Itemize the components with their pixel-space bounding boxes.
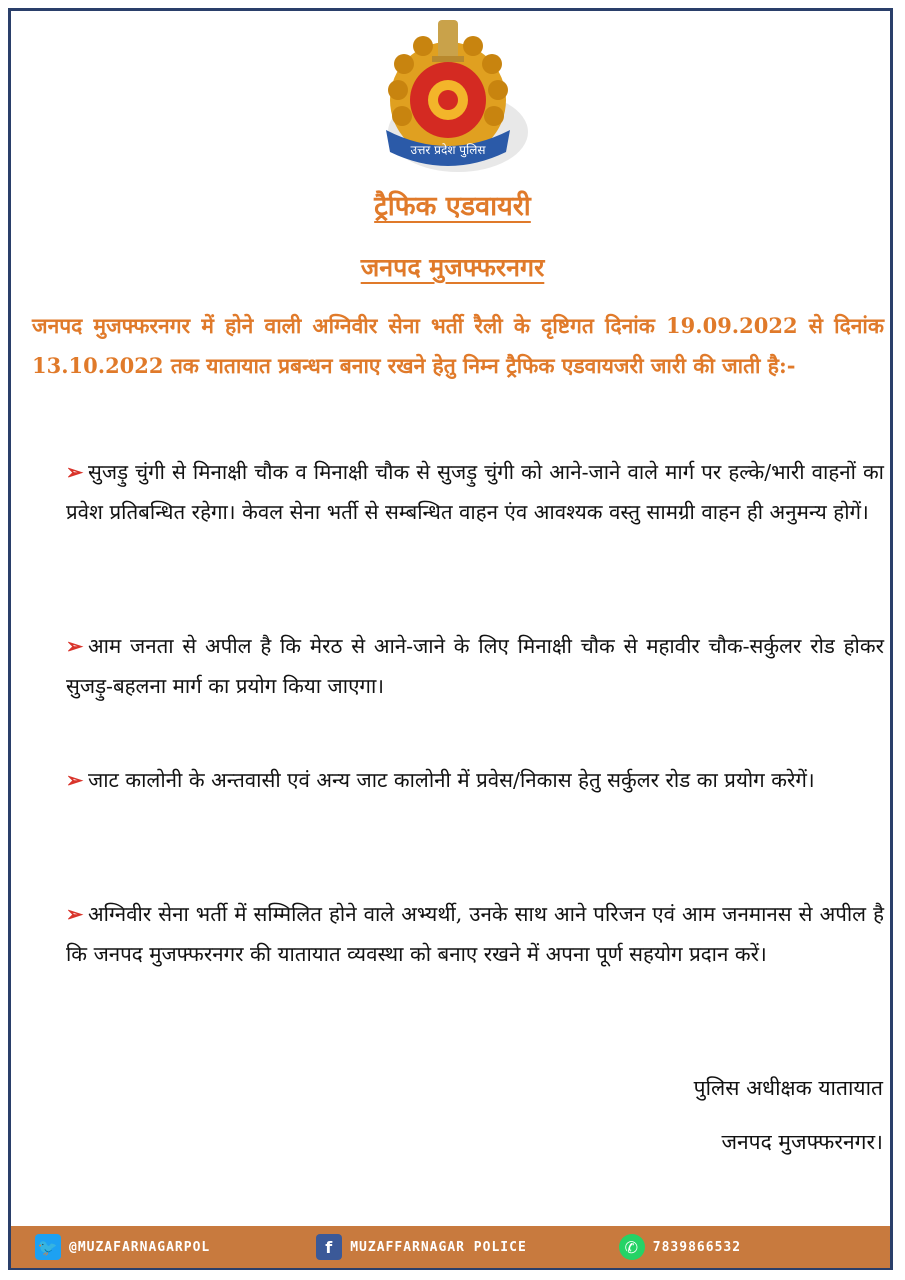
up-police-emblem	[368, 12, 530, 182]
page-title: ट्रैफिक एडवायरी	[374, 191, 531, 222]
arrow-bullet-icon: ➢	[66, 460, 84, 484]
advisory-item-2: ➢ आम जनता से अपील है कि मेरठ से आने-जाने के लिए मिनाक्षी चौक से महावीर चौक-सर्कुलर रोड होकर सुजड़ु-बहलना मार्ग का प्रयोग किया जाएगा।	[66, 626, 884, 706]
signature-designation: पुलिस अधीक्षक यातायात	[693, 1076, 883, 1100]
advisory-item-3: ➢ जाट कालोनी के अन्तवासी एवं अन्य जाट कालोनी में प्रवेस/निकास हेतु सर्कुलर रोड का प्रयोग करेगें।	[66, 760, 884, 800]
whatsapp-number[interactable]: ✆ 7839866532	[619, 1234, 741, 1260]
facebook-page[interactable]: f MUZAFFARNAGAR POLICE	[316, 1234, 527, 1260]
facebook-icon: f	[316, 1234, 342, 1260]
social-footer	[11, 1226, 890, 1268]
arrow-bullet-icon: ➢	[66, 768, 84, 792]
arrow-bullet-icon: ➢	[66, 902, 84, 926]
intro-paragraph: जनपद मुजफ्फरनगर में होने वाली अग्निवीर सेना भर्ती रैली के दृष्टिगत दिनांक 19.09.2022 से दिनांक 13.10.2022 तक यातायात प्रबन्धन बनाए रखने हेतु निम्न ट्रैफिक एडवायजरी जारी की जाती है:-	[32, 313, 884, 378]
emblem-text: उत्तर प्रदेश पुलिस	[410, 143, 486, 157]
advisory-item-4: ➢ अग्निवीर सेना भर्ती में सम्मिलित होने वाले अभ्यर्थी, उनके साथ आने परिजन एवं आम जनमानस से अपील है कि जनपद मुजफ्फरनगर की यातायात व्यवस्था को बनाए रखने में अपना पूर्ण सहयोग प्रदान करें।	[66, 894, 884, 974]
twitter-icon: 🐦	[35, 1234, 61, 1260]
twitter-handle[interactable]: 🐦 @MUZAFARNAGARPOL	[35, 1234, 210, 1260]
whatsapp-icon: ✆	[619, 1234, 645, 1260]
arrow-bullet-icon: ➢	[66, 634, 84, 658]
advisory-item-1: ➢ सुजड़ु चुंगी से मिनाक्षी चौक व मिनाक्षी चौक से सुजड़ु चुंगी को आने-जाने वाले मार्ग पर हल्के/भारी वाहनों का प्रवेश प्रतिबन्धित रहेगा। केवल सेना भर्ती से सम्बन्धित वाहन एंव आवश्यक वस्तु सामग्री वाहन ही अनुमन्य होगें।	[66, 452, 884, 532]
page-subtitle: जनपद मुजफ्फरनगर	[360, 253, 545, 282]
signature-district: जनपद मुजफ्फरनगर।	[721, 1130, 883, 1154]
